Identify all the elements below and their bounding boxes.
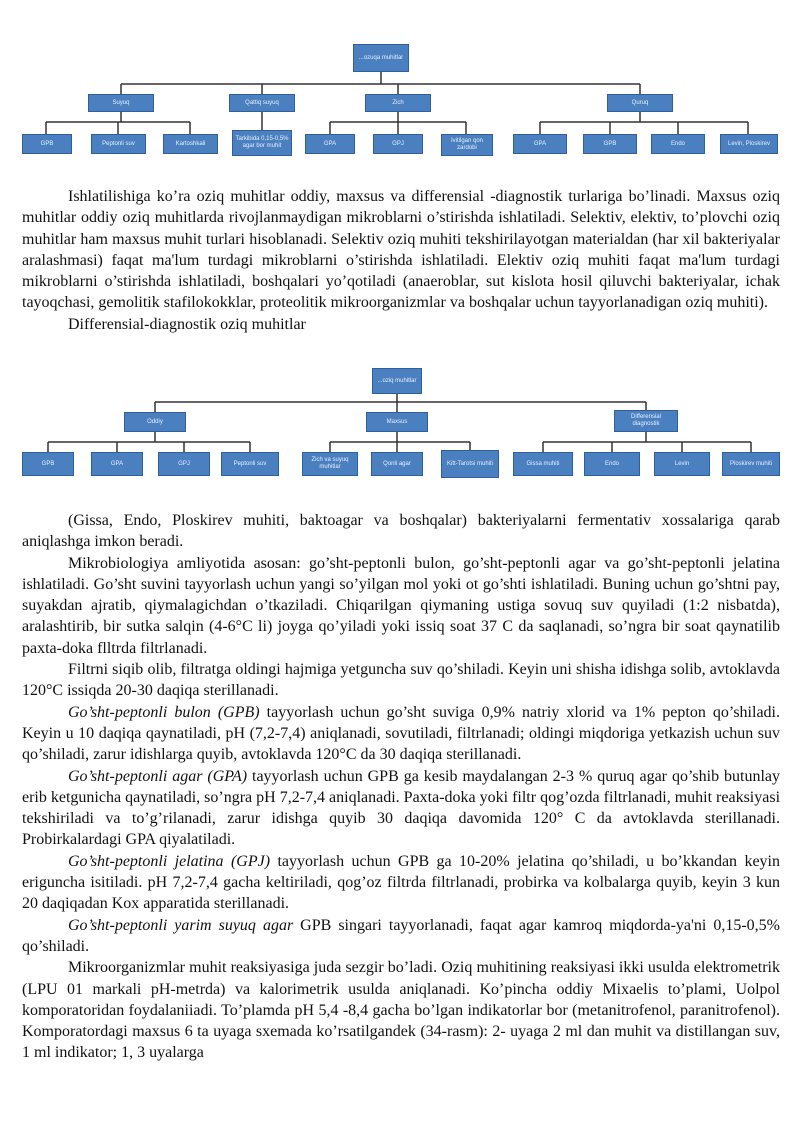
diagram-2-leaf: Endo: [584, 452, 640, 476]
diagram-2-root-box: ...oziq muhitlar: [372, 368, 422, 394]
body-paragraph: [22, 510, 780, 553]
body-paragraph: [22, 915, 780, 958]
classification-diagram-2: [0, 366, 800, 482]
diagram-1-leaf: GPA: [513, 134, 567, 154]
diagram-1-leaf: Ivitilgan qon zardobi: [441, 134, 493, 156]
diagram-1-group-liquid: Suyuq: [88, 94, 154, 112]
body-paragraph: [22, 851, 780, 915]
paragraph-text: Mikroorganizmlar muhit reaksiyasiga juda sezgir bo’ladi. Oziq muhitining reaksiyasi ikki usulda elektrometrik (LPU 01 markali pH-metrda) va kalorimetrik usulda aniqlanadi. Ko’pincha oddiy Mixaelis to’plami, Uolpol komporatoridan foydalaniiadi. To’plamda pH 5,4 -8,4 gacha bo’lgan indikatorlar bor (metanitrofenol, paranitrofenol). Komporatordagi maxsus 6 ta uyaga sxemada ko’rsatilgandek (34-rasm): 2- uyaga 2 ml dan muhit va distillangan suv, 1 ml indikator; 1, 3 uyalarga: [22, 959, 780, 1062]
paragraph-text: tayyorlash uchun go’sht suviga 0,9% natriy xlorid va 1% pepton qo’shiladi. Keyin u 10 daqiqa qaynatiladi, pH (7,2-7,4) aniqlanadi, sovutiladi, filtrlanadi; oldingi miqdoriga yetkazish uchun suv qo’shiladi, zarur idishlarga quyib, avtoklavda 120°C da 30 daqiqa sterillanadi.: [22, 703, 780, 764]
paragraph-lead-term: Go’sht-peptonli bulon (GPB): [68, 703, 260, 721]
body-paragraph: [22, 553, 780, 659]
body-paragraph: [22, 702, 780, 766]
diagram-2-leaf: GPJ: [158, 452, 210, 476]
diagram-2-leaf: Levin: [654, 452, 710, 476]
paragraph-lead-term: Go’sht-peptonli agar (GPA): [68, 767, 248, 785]
diagram-2-leaf: Kitt-Tarotsi muhiti: [441, 450, 499, 478]
diagram-1-leaf: GPJ: [373, 134, 423, 154]
diagram-1-leaf: Tarkibida 0,15-0,5% agar bor muhit: [232, 130, 292, 156]
paragraph-text: tayyorlash uchun GPB ga 10-20% jelatina qo’shiladi, u bo’kkandan keyin eriguncha isitiladi. pH 7,2-7,4 gacha keltiriladi, qog’oz filtrda filtrlanadi, probirka va kolbalarga quyib, keyin 3 kun 20 daqiqadan Kox apparatida sterillanadi.: [22, 852, 781, 913]
paragraph-media-types: Ishlatilishiga ko’ra oziq muhitlar oddiy, maxsus va differensial -diagnostik turlariga bo’linadi. Maxsus oziq muhitlar oddiy oziq muhitlarda rivojlanmaydigan mikroblarni o’stirishda ishlatiladi. Selektiv, elektiv, to’plovchi oziq muhitlar ham maxsus muhit turlari hisoblanadi. Selektiv oziq muhiti tekshirilayotgan materialdan (har xil bakteriyalar aralashmasi) faqat ma'lum turdagi mikroblarni o’stirishda ishlatiladi. Elektiv oziq muhiti faqat ma'lum turdagi mikroblarni o’stirishda ishlatiladi, boshqalari yo’qotiladi (anaeroblar, sut kislota hosil qiluvchi bakteriyalar, ichak tayoqchasi, gemolitik stafilokokklar, proteolitik mikroorganizmlar va boshqalar uchun tayyorlanadigan oziq muhiti).: [22, 188, 780, 312]
diagram-1-leaf: Kartoshkali: [163, 134, 218, 154]
diagram-1-root-box: ...ozuqa muhitlar: [353, 44, 409, 72]
diagram-2-group-special: Maxsus: [366, 412, 428, 432]
body-paragraph: [22, 766, 780, 851]
diagram-2-leaf: GPA: [91, 452, 143, 476]
classification-diagram-1: [0, 38, 800, 160]
paragraph-text: (Gissa, Endo, Ploskirev muhiti, baktoagar va boshqalar) bakteriyalarni fermentativ xossalariga qarab aniqlashga imkon beradi.: [22, 512, 780, 551]
diagram-2-leaf: GPB: [22, 452, 74, 476]
paragraph-diff-diagnostic-heading: Differensial-diagnostik oziq muhitlar: [68, 315, 306, 333]
diagram-1-leaf: GPA: [305, 134, 355, 154]
body-text-block: [22, 510, 780, 1064]
diagram-1-leaf: Endo: [651, 134, 705, 154]
diagram-1-leaf: GPB: [583, 134, 637, 154]
paragraph-lead-term: Go’sht-peptonli jelatina (GPJ): [68, 852, 271, 870]
diagram-1-group-dry: Quruq: [607, 94, 673, 112]
diagram-2-leaf: Zich va suyuq muhitlar: [302, 452, 358, 476]
diagram-1-leaf: Peptonli suv: [91, 134, 146, 154]
body-paragraph: [22, 659, 780, 702]
paragraph-text: tayyorlash uchun GPB ga kesib maydalangan 2-3 % quruq agar qo’shib butunlay erib ketgunicha qaynatiladi, so’ngra pH 7,2-7,4 aniqlanadi. Paxta-doka yoki filtr qog’ozda filtrlanadi, muhit reaksiyasi tekshiriladi va to’g’rilanadi, zarur idishga quyib 30 daqiqa davomida 120° C da avtoklavda sterillanadi. Probirkalardagi GPA qiyalatiladi.: [22, 767, 781, 849]
paragraph-text: Mikrobiologiya amliyotida asosan: go’sht-peptonli bulon, go’sht-peptonli agar va go’sht-peptonli jelatina ishlatiladi. Go’sht suvini tayyorlash uchun yangi so’yilgan mol yoki ot go’shti ishlatiladi. Buning uchun go’shtni pay, suyakdan ajratib, qiymalagichdan o’tkaziladi. Chiqarilgan qiymaning ustiga sovuq suv quyiladi (1:2 nisbatda), aralashtirib, bir sutka salqin (4-6°C li) joyga qo’yiladi yoki issiq soat 37 C da saqlanadi, so’ngra bir soat qaynatilib paxta-doka flltrda filtrlanadi.: [22, 554, 780, 657]
diagram-2-leaf: Gissa muhiti: [513, 452, 573, 476]
diagram-1-leaf: GPB: [22, 134, 72, 154]
diagram-1-group-solid: Zich: [365, 94, 431, 112]
body-paragraph: [22, 957, 780, 1063]
intro-text-block: [22, 186, 780, 335]
paragraph-text: GPB singari tayyorlanadi, faqat agar kamroq miqdorda-ya'ni 0,15-0,5% qo’shiladi.: [22, 916, 780, 955]
paragraph-text: Filtrni siqib olib, filtratga oldingi hajmiga yetguncha suv qo’shiladi. Keyin uni shisha idishga solib, avtoklavda 120°C issiqda 20-30 daqiqa sterillanadi.: [22, 661, 780, 700]
diagram-2-leaf: Qonli agar: [371, 452, 423, 476]
diagram-2-group-differential: Differensial diagnostik: [614, 410, 678, 432]
paragraph-lead-term: Go’sht-peptonli yarim suyuq agar: [68, 916, 294, 934]
diagram-2-group-simple: Oddiy: [124, 412, 186, 432]
diagram-2-leaf: Ploskirev muhiti: [722, 452, 780, 476]
diagram-1-leaf: Levin, Ploskirev: [720, 134, 778, 154]
diagram-1-group-semi-liquid: Qattiq suyuq: [229, 94, 295, 112]
diagram-2-leaf: Peptonli suv: [221, 452, 279, 476]
